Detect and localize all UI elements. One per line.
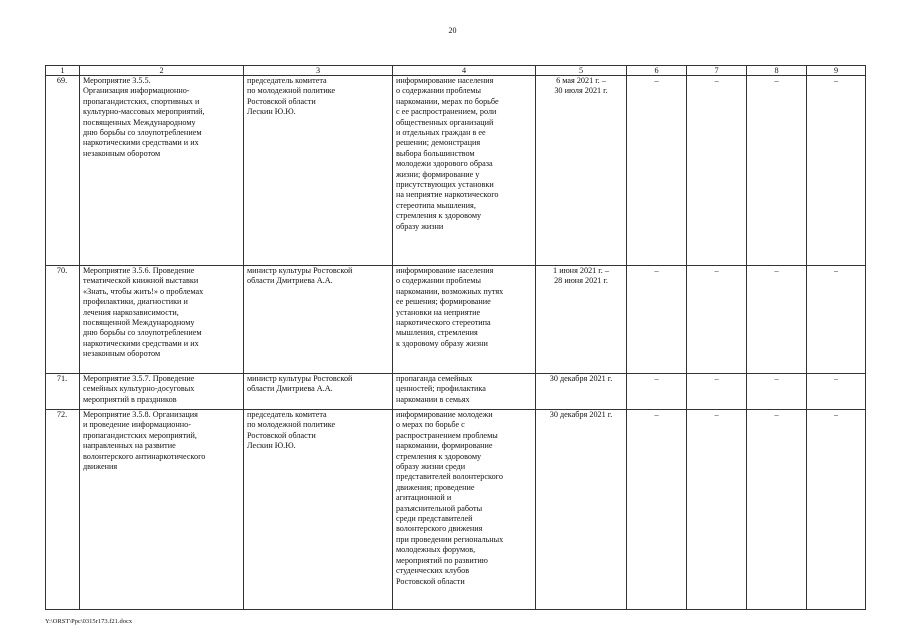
responsible-cell: председатель комитета по молодежной политике Ростовской области Лескин Ю.Ю. [244, 76, 393, 266]
value-cell: – [627, 410, 687, 610]
result-cell: информирование населения о содержании проблемы наркомании, возможных путях ее решения; формирование установки на неприятие наркотического стереотипа мышления, стремления к здоровому образу жизни [393, 266, 536, 374]
table-row [46, 76, 866, 266]
column-header: 3 [244, 66, 393, 76]
column-header: 9 [807, 66, 866, 76]
result-cell: информирование населения о содержании проблемы наркомании, мерах по борьбе с ее распространением, роли общественных организаций и отдельных граждан в ее решении; демонстрация выбора большинством молодежи здорового образа жизни; формирование у присутствующих установки на неприятие наркотического стереотипа мышления, стремления к здоровому образу жизни [393, 76, 536, 266]
value-cell: – [687, 266, 747, 374]
row-number: 70. [46, 266, 80, 374]
table-row [46, 374, 866, 410]
event-cell: Мероприятие 3.5.5. Организация информационно- пропагандистских, спортивных и культурно-массовых мероприятий, посвященных Международному дню борьбы со злоупотреблением наркотическими средствами и их незаконным оборотом [80, 76, 244, 266]
value-cell: – [627, 266, 687, 374]
table-row [46, 266, 866, 374]
column-header: 2 [80, 66, 244, 76]
table-row [46, 410, 866, 610]
column-number-row [46, 66, 866, 76]
activities-table [45, 65, 866, 610]
value-cell: – [747, 410, 807, 610]
column-header: 8 [747, 66, 807, 76]
row-number: 72. [46, 410, 80, 610]
column-header: 7 [687, 66, 747, 76]
value-cell: – [627, 76, 687, 266]
value-cell: – [747, 76, 807, 266]
responsible-cell: министр культуры Ростовской области Дмитриева А.А. [244, 374, 393, 410]
value-cell: – [687, 76, 747, 266]
column-header: 5 [536, 66, 627, 76]
date-cell: 6 мая 2021 г. – 30 июля 2021 г. [536, 76, 627, 266]
value-cell: – [807, 76, 866, 266]
value-cell: – [807, 374, 866, 410]
value-cell: – [687, 374, 747, 410]
responsible-cell: министр культуры Ростовской области Дмитриева А.А. [244, 266, 393, 374]
page-number: 20 [448, 26, 457, 35]
event-cell: Мероприятие 3.5.7. Проведение семейных культурно-досуговых мероприятий в праздников [80, 374, 244, 410]
row-number: 69. [46, 76, 80, 266]
column-header: 4 [393, 66, 536, 76]
value-cell: – [807, 266, 866, 374]
column-header: 1 [46, 66, 80, 76]
value-cell: – [747, 266, 807, 374]
event-cell: Мероприятие 3.5.6. Проведение тематической книжной выставки «Знать, чтобы жить!» о проблемах профилактики, диагностики и лечения наркозависимости, посвященной Международному дню борьбы со злоупотреблением наркотическими средствами и их незаконным оборотом [80, 266, 244, 374]
date-cell: 1 июня 2021 г. – 28 июня 2021 г. [536, 266, 627, 374]
value-cell: – [687, 410, 747, 610]
result-cell: пропаганда семейных ценностей; профилактика наркомании в семьях [393, 374, 536, 410]
date-cell: 30 декабря 2021 г. [536, 410, 627, 610]
row-number: 71. [46, 374, 80, 410]
value-cell: – [807, 410, 866, 610]
value-cell: – [627, 374, 687, 410]
event-cell: Мероприятие 3.5.8. Организация и проведение информационно- пропагандистских мероприятий, направленных на развитие волонтерского антинаркотического движения [80, 410, 244, 610]
result-cell: информирование молодежи о мерах по борьбе с распространением проблемы наркомании, формирование стремления к здоровому образу жизни среди представителей волонтерского движения; проведение агитационной и разъяснительной работы среди представителей волонтерского движения при проведении региональных молодежных форумов, мероприятий по развитию студенческих клубов Ростовской области [393, 410, 536, 610]
responsible-cell: председатель комитета по молодежной политике Ростовской области Лескин Ю.Ю. [244, 410, 393, 610]
value-cell: – [747, 374, 807, 410]
file-path-footer: Y:\ORST\Ppc\0315r173.f21.docx [45, 618, 133, 625]
column-header: 6 [627, 66, 687, 76]
date-cell: 30 декабря 2021 г. [536, 374, 627, 410]
